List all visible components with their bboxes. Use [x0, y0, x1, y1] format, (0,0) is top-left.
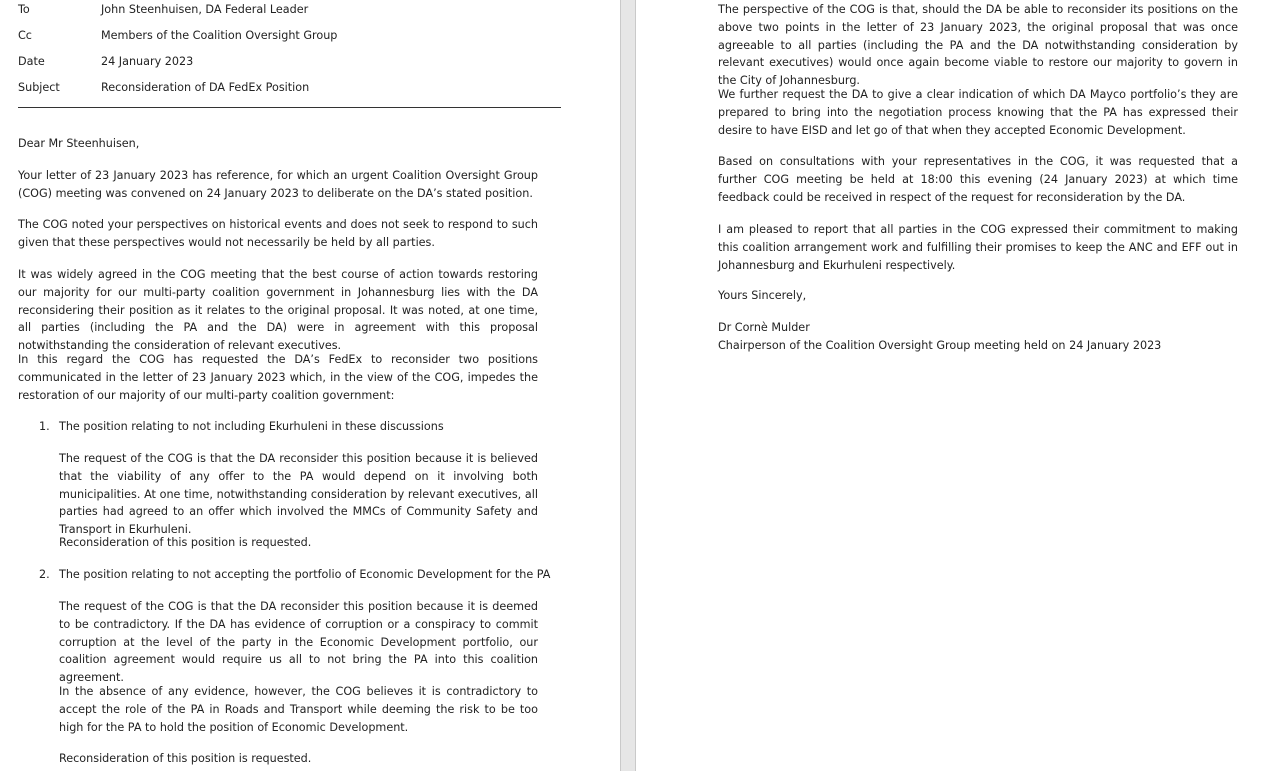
header-subject-row: [18, 78, 538, 104]
page-2-paragraph-3: Based on consultations with your representatives in the COG, it was requested that a further COG meeting be held at 18:00 this evening (24 January 2023) at which time feedback could be received in respect of the request for reconsideration by the DA.: [718, 155, 1238, 204]
list-item-2-closing: Reconsideration of this position is requested.: [59, 752, 312, 765]
header-cc-row: [18, 26, 538, 52]
closing-salutation: Yours Sincerely,: [718, 289, 807, 302]
to-value: John Steenhuisen, DA Federal Leader: [101, 3, 309, 16]
header-to-row: [18, 0, 538, 26]
header-divider: [18, 107, 561, 108]
signatory-name: Dr Cornè Mulder: [718, 321, 810, 334]
letter-page-2: [636, 0, 1271, 771]
paragraph-1: Your letter of 23 January 2023 has reference, for which an urgent Coalition Oversight Group (COG) meeting was convened on 24 January 2023 to deliberate on the DA’s stated position.: [18, 169, 538, 200]
paragraph-3: It was widely agreed in the COG meeting that the best course of action towards restoring our majority for our multi-party coalition government in Johannesburg lies with the DA reconsidering their position as it relates to the original proposal. It was noted, at one time, all parties (including the PA and the DA) were in agreement with this proposal notwithstanding the consideration of relevant executives.: [18, 268, 538, 353]
list-item-1-closing: Reconsideration of this position is requested.: [59, 536, 312, 549]
paragraph-2: The COG noted your perspectives on historical events and does not seek to respond to such given that these perspectives would not necessarily be held by all parties.: [18, 218, 538, 249]
to-label: To: [18, 3, 30, 16]
header-date-row: [18, 52, 538, 78]
list-item-2-paragraph-2: In the absence of any evidence, however, the COG believes it is contradictory to accept the role of the PA in Roads and Transport while deeming the risk to be too high for the PA to hold the position of Economic Development.: [59, 685, 538, 734]
list-item-2-paragraph-1: The request of the COG is that the DA reconsider this position because it is deemed to be contradictory. If the DA has evidence of corruption or a conspiracy to commit corruption at the level of the party in the Economic Development portfolio, our coalition agreement would require us all to not bring the PA into this coalition agreement.: [59, 600, 538, 685]
page-2-paragraph-1: The perspective of the COG is that, should the DA be able to reconsider its positions on the above two points in the letter of 23 January 2023, the original proposal that was once agreeable to all parties (including the PA and the DA notwithstanding consideration by relevant executives) would once again become viable to restore our majority to govern in the City of Johannesburg.: [718, 3, 1238, 88]
cc-value: Members of the Coalition Oversight Group: [101, 29, 338, 42]
date-value: 24 January 2023: [101, 55, 194, 68]
letter-header: [18, 0, 538, 104]
list-item-1-number: 1.: [39, 420, 50, 433]
page-2-paragraph-2: We further request the DA to give a clear indication of which DA Mayco portfolio’s they are prepared to bring into the negotiation process knowing that the PA has expressed their desire to have EISD and let go of that when they accepted Economic Development.: [718, 88, 1238, 137]
list-item-1-paragraph: The request of the COG is that the DA reconsider this position because it is believed that the viability of any offer to the PA would depend on it involving both municipalities. At one time, notwithstanding consideration by relevant executives, all parties had agreed to an offer which involved the MMCs of Community Safety and Transport in Ekurhuleni.: [59, 452, 538, 537]
subject-label: Subject: [18, 81, 60, 94]
list-item-2-title: The position relating to not accepting the portfolio of Economic Development for the PA: [59, 568, 551, 581]
subject-value: Reconsideration of DA FedEx Position: [101, 81, 310, 94]
signatory-title: Chairperson of the Coalition Oversight Group meeting held on 24 January 2023: [718, 339, 1162, 352]
date-label: Date: [18, 55, 45, 68]
salutation: Dear Mr Steenhuisen,: [18, 137, 140, 150]
page-2-paragraph-4: I am pleased to report that all parties in the COG expressed their commitment to making this coalition arrangement work and fulfilling their promises to keep the ANC and EFF out in Johannesburg and Ekurhuleni respectively.: [718, 223, 1238, 272]
list-item-2-number: 2.: [39, 568, 50, 581]
letter-page-1: [0, 0, 620, 771]
list-item-1-title: The position relating to not including Ekurhuleni in these discussions: [59, 420, 444, 433]
paragraph-4: In this regard the COG has requested the DA’s FedEx to reconsider two positions communicated in the letter of 23 January 2023 which, in the view of the COG, impedes the restoration of our majority of our multi-party coalition government:: [18, 353, 538, 402]
cc-label: Cc: [18, 29, 32, 42]
page-gutter: [620, 0, 636, 771]
